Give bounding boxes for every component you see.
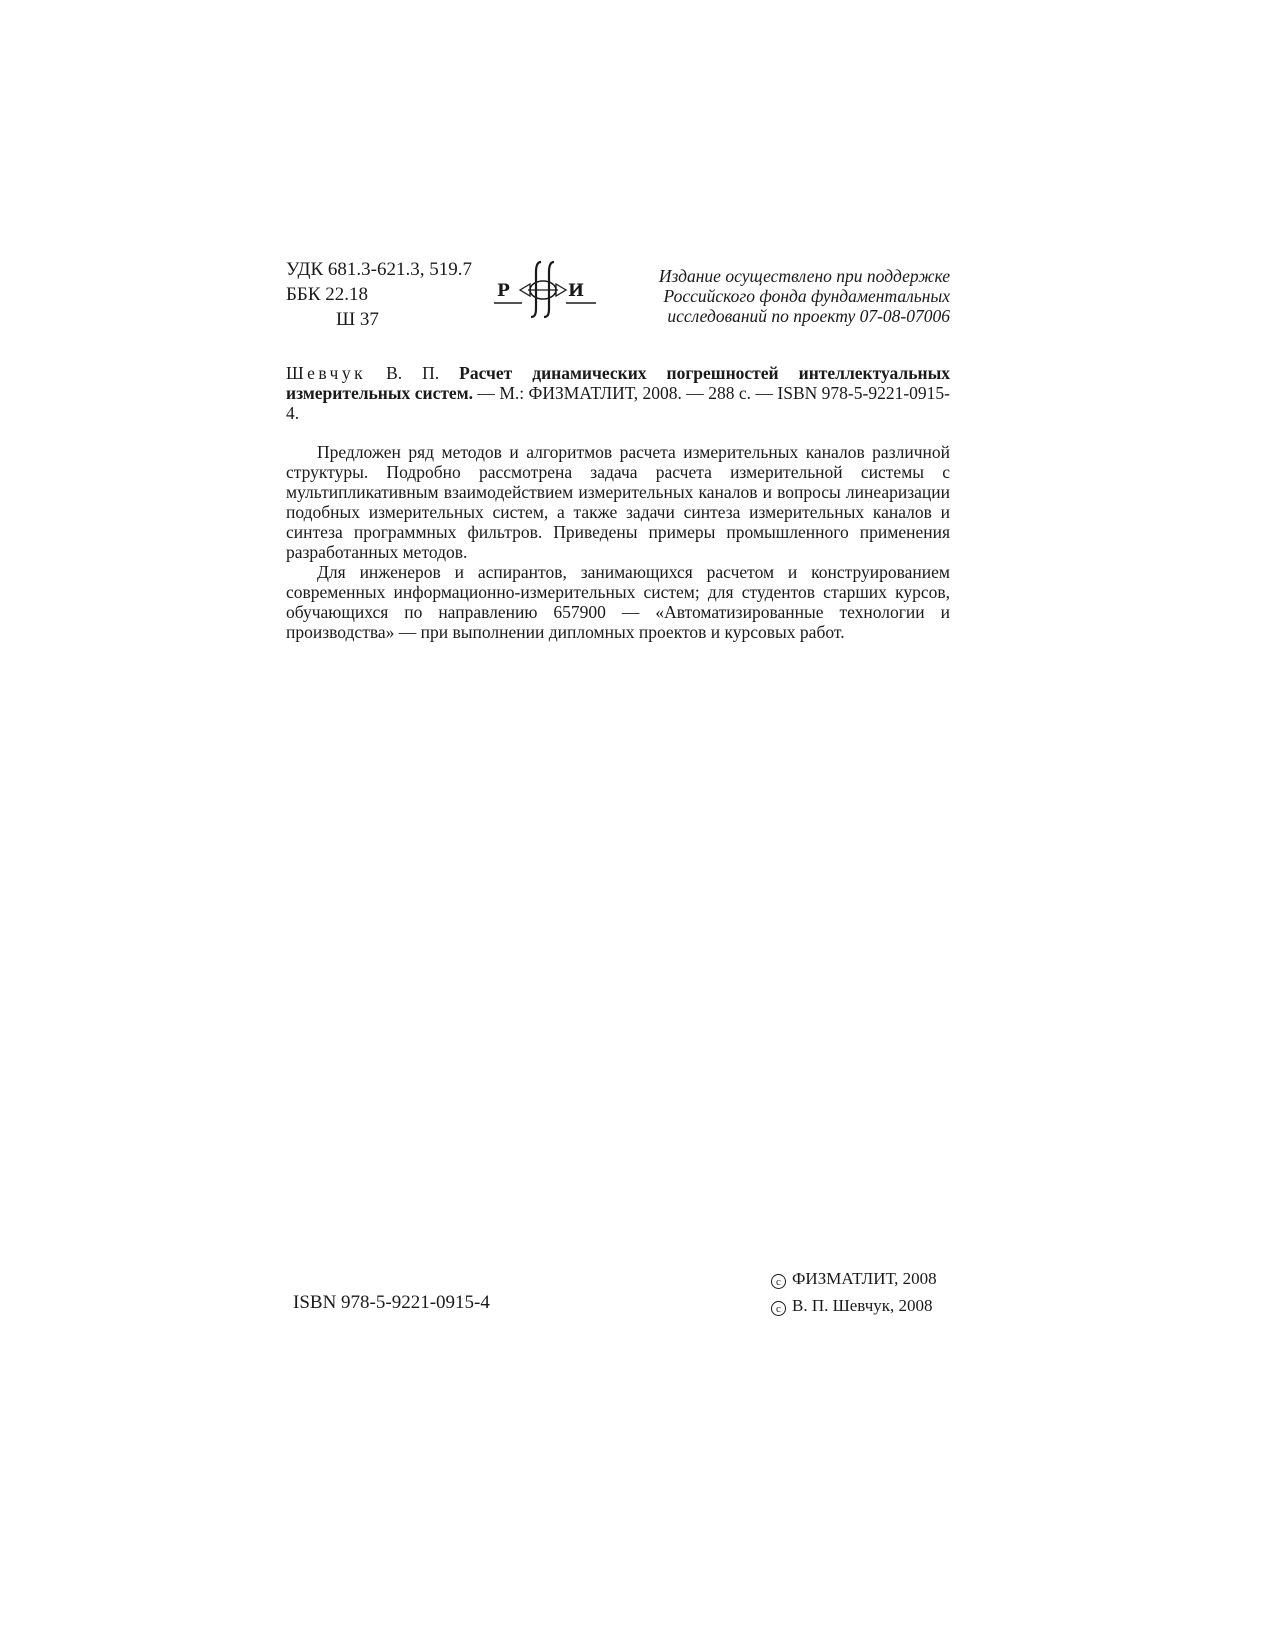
funding-note (610, 266, 950, 326)
annotation (286, 442, 950, 642)
author-mark: Ш 37 (336, 309, 379, 330)
rffi-logo-icon (492, 256, 602, 322)
author-surname: Шевчук (286, 363, 367, 383)
classification-codes (286, 257, 472, 332)
book-imprint: — М.: ФИЗМАТЛИТ, 2008. — 288 с. — ISBN 978-5-9221-0915-4. (286, 383, 950, 423)
book-title: Расчет динамических погрешностей интеллектуальных измерительных систем. (286, 363, 951, 403)
funding-note-line: Российского фонда фундаментальных (663, 286, 950, 306)
copyright-icon: c (771, 1301, 786, 1316)
copyright-line (771, 1265, 937, 1292)
copyright-block (771, 1265, 937, 1319)
logo-letter-left: Р (497, 281, 510, 301)
annotation-paragraph: Предложен ряд методов и алгоритмов расчета измерительных каналов различной структуры. Подробно рассмотрена задача расчета измерительной системы с мультипликативным взаимодействием измерительных каналов и вопросы линеаризации подобных измерительных систем, а также задачи синтеза измерительных каналов и синтеза программных фильтров. Приведены примеры промышленного применения разработанных методов. (286, 442, 950, 562)
udk-code: УДК 681.3-621.3, 519.7 (286, 259, 472, 280)
isbn-number: ISBN 978-5-9221-0915-4 (293, 1292, 490, 1313)
bibliographic-entry (286, 363, 950, 423)
funding-note-line: Издание осуществлено при поддержке (658, 266, 950, 286)
funding-note-line: исследований по проекту 07-08-07006 (667, 306, 950, 326)
copyright-icon: c (771, 1274, 786, 1289)
copyright-line (771, 1292, 937, 1319)
copyright-holder: ФИЗМАТЛИТ, 2008 (792, 1269, 937, 1288)
annotation-paragraph: Для инженеров и аспирантов, занимающихся расчетом и конструированием современных информационно-измерительных систем; для студентов старших курсов, обучающихся по направлению 657900 — «Автоматизированные технологии и производства» — при выполнении дипломных проектов и курсовых работ. (286, 562, 950, 642)
copyright-holder: В. П. Шевчук, 2008 (792, 1296, 933, 1315)
bbk-code: ББК 22.18 (286, 284, 368, 305)
logo-letter-right: И (568, 281, 585, 301)
author-initials: В. П. (386, 363, 440, 383)
